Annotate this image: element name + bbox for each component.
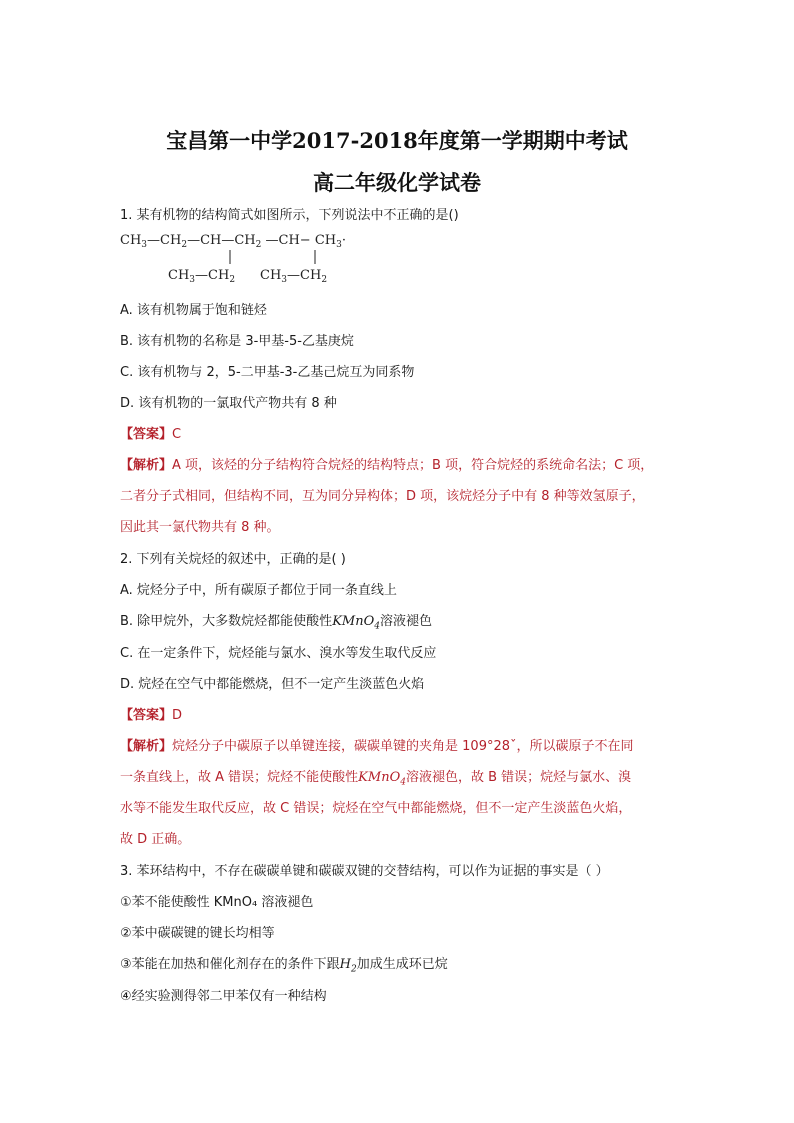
q3-item-2: ②苯中碳碳键的键长均相等 [120, 926, 275, 941]
structural-formula-svg [120, 226, 420, 290]
q2-option-b [120, 613, 432, 636]
q2-analysis-line-2 [120, 769, 631, 792]
q2-option-d: D. 烷烃在空气中都能燃烧，但不一定产生淡蓝色火焰 [120, 677, 425, 692]
q3-item-1: ①苯不能使酸性 KMnO₄ 溶液褪色 [120, 895, 314, 910]
q1-option-d: D. 该有机物的一氯取代产物共有 8 种 [120, 396, 337, 411]
structural-formula [120, 226, 420, 290]
page-subtitle: 高二年级化学试卷 [313, 170, 481, 195]
q1-answer [120, 426, 181, 444]
analysis-tag: 【解析】 [120, 458, 173, 473]
question-2-stem: 2. 下列有关烷烃的叙述中，正确的是( ) [120, 552, 346, 567]
q3-item-3 [120, 956, 448, 979]
q2-option-a: A. 烷烃分子中，所有碳原子都位于同一条直线上 [120, 583, 397, 598]
formula-row-2-left: $CH_3—CH_2$ [168, 268, 236, 285]
answer-tag: 【答案】 [120, 427, 173, 442]
answer-value: C [172, 427, 182, 442]
q2-analysis-line-4: 故 D 正确。 [120, 832, 191, 847]
q3-item-4: ④经实验测得邻二甲苯仅有一种结构 [120, 989, 327, 1004]
question-3-stem: 3. 苯环结构中，不存在碳碳单键和碳碳双键的交替结构，可以作为证据的事实是（ ） [120, 864, 609, 879]
analysis-text-b: 溶液褪色，故 B 错误；烷烃与氯水、溴 [405, 770, 632, 785]
q2-option-b-tail: 溶液褪色 [379, 614, 432, 629]
q3-item-3-tail: 加成生成环已烷 [356, 957, 448, 972]
kmno4-formula: KMnO$_4$ [358, 770, 406, 788]
formula-row-1: $CH_3—CH_2—CH—CH_2$ —CH− $CH_3\cdot$ [120, 233, 346, 250]
h2-formula: $H_2$ [339, 957, 357, 975]
q2-option-c: C. 在一定条件下，烷烃能与氯水、溴水等发生取代反应 [120, 646, 437, 661]
q2-analysis-line-1 [120, 738, 634, 756]
page-title: 宝昌第一中学2017-2018年度第一学期期中考试 [166, 128, 628, 153]
q2-answer [120, 707, 182, 725]
kmno4-formula: KMnO$_4$ [332, 614, 380, 632]
q1-analysis-line-3: 因此其一氯代物共有 8 种。 [120, 520, 280, 535]
q1-option-b: B. 该有机物的名称是 3-甲基-5-乙基庚烷 [120, 334, 354, 349]
analysis-tag: 【解析】 [120, 739, 173, 754]
answer-tag: 【答案】 [120, 708, 173, 723]
answer-value: D [172, 708, 183, 723]
analysis-text: A 项，该烃的分子结构符合烷烃的结构特点；B 项，符合烷烃的系统命名法；C 项， [172, 458, 654, 473]
q3-item-3-text: ③苯能在加热和催化剂存在的条件下跟 [120, 957, 340, 972]
analysis-text-a: 一条直线上，故 A 错误；烷烃不能使酸性 [120, 770, 359, 785]
formula-row-2-right: $CH_3—CH_2$ [260, 268, 328, 285]
q1-analysis-line-2: 二者分子式相同，但结构不同，互为同分异构体；D 项，该烷烃分子中有 8 种等效氢原子， [120, 489, 645, 504]
q2-analysis-line-3: 水等不能发生取代反应，故 C 错误；烷烃在空气中都能燃烧，但不一定产生淡蓝色火焰， [120, 801, 632, 816]
q2-option-b-text: B. 除甲烷外，大多数烷烃都能使酸性 [120, 614, 333, 629]
question-1-stem: 1. 某有机物的结构简式如图所示，下列说法中不正确的是() [120, 208, 459, 223]
analysis-text: 烷烃分子中碳原子以单键连接，碳碳单键的夹角是 109°28ˇ，所以碳原子不在同 [172, 739, 634, 754]
q1-analysis-line-1 [120, 457, 653, 475]
q1-option-c: C. 该有机物与 2，5-二甲基-3-乙基己烷互为同系物 [120, 365, 415, 380]
q1-option-a: A. 该有机物属于饱和链烃 [120, 303, 267, 318]
